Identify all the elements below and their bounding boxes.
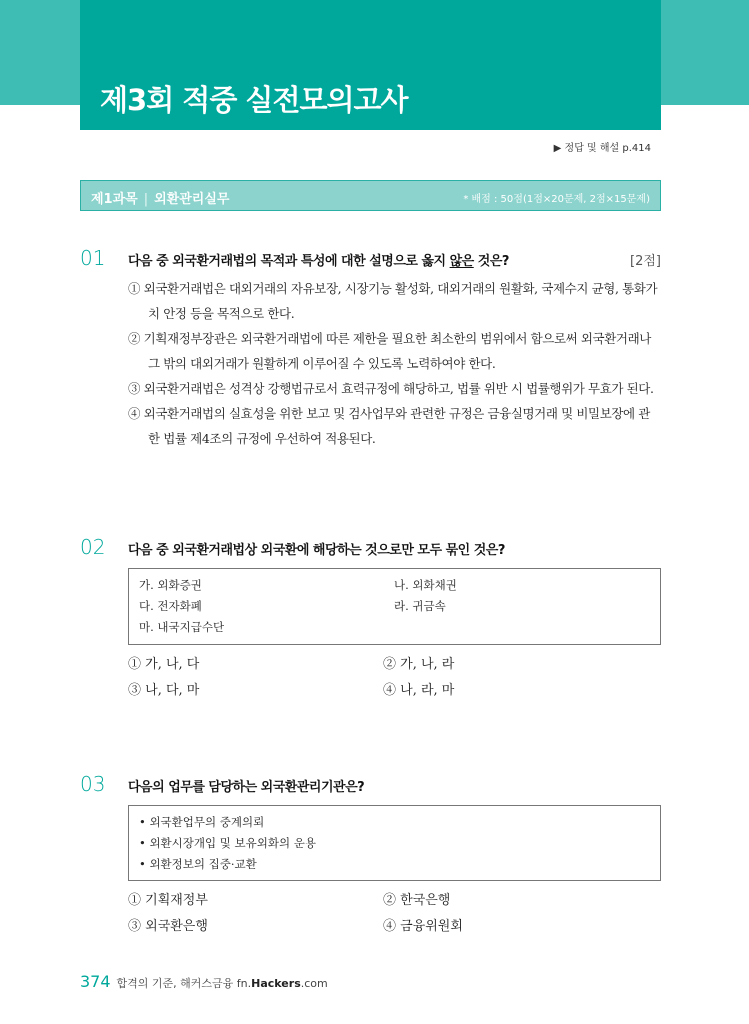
option-2[interactable]: ② 기획재정부장관은 외국환거래법에 따른 제한을 필요한 최소한의 범위에서 함으로써 외국환거래나 그 밖의 대외거래가 원활하게 이루어질 수 있도록 노력하여야 한다. <box>128 331 651 371</box>
box-item: 나. 외화채권 <box>394 578 457 592</box>
option-3[interactable]: ③ 나, 다, 마 <box>128 683 200 698</box>
question-3 <box>80 772 661 942</box>
option-3[interactable]: ③ 외국환은행 <box>128 919 208 934</box>
option-1[interactable]: ① 가, 나, 다 <box>128 657 200 672</box>
option-3[interactable]: ③ 외국환거래법은 성격상 강행법규로서 효력규정에 해당하고, 법률 위반 시 법률행위가 무효가 된다. <box>128 381 654 396</box>
footer-slogan: 합격의 기준, 해커스금융 <box>116 977 234 990</box>
footer <box>80 972 328 991</box>
option-1[interactable]: ① 외국환거래법은 대외거래의 자유보장, 시장기능 활성화, 대외거래의 원활화, 국제수지 균형, 통화가치 안정 등을 목적으로 한다. <box>128 281 658 321</box>
answer-options <box>128 652 661 704</box>
question-number: 03 <box>80 772 106 796</box>
answer-options <box>128 888 661 940</box>
subject-name: 외환관리실무 <box>154 192 230 207</box>
option-1[interactable]: ① 기획재정부 <box>128 893 208 908</box>
box-item: • 외환시장개입 및 보유외화의 운용 <box>139 836 316 850</box>
score-note: * 배점 : 50점(1점×20문제, 2점×15문제) <box>463 194 650 205</box>
question-text: 다음의 업무를 담당하는 외국환관리기관은? <box>128 780 365 795</box>
title-box <box>80 0 661 130</box>
box-item: • 외환정보의 집중·교환 <box>139 857 257 871</box>
option-4[interactable]: ④ 금융위원회 <box>383 919 463 934</box>
answer-reference: ▶ 정답 및 해설 p.414 <box>553 143 651 154</box>
question-1 <box>80 246 661 476</box>
question-2 <box>80 535 661 705</box>
question-number: 02 <box>80 535 106 559</box>
choice-box <box>128 568 661 645</box>
option-2[interactable]: ② 한국은행 <box>383 893 451 908</box>
option-2[interactable]: ② 가, 나, 라 <box>383 657 455 672</box>
question-text: 다음 중 외국환거래법상 외국환에 해당하는 것으로만 모두 묶인 것은? <box>128 543 505 558</box>
box-item: 가. 외화증권 <box>139 578 202 592</box>
footer-site: fn.Hackers.com <box>236 977 328 990</box>
option-4[interactable]: ④ 나, 라, 마 <box>383 683 455 698</box>
subject-number: 제1과목 <box>91 192 138 207</box>
page-title: 제3회 적중 실전모의고사 <box>100 83 408 117</box>
question-text: 다음 중 외국환거래법의 목적과 특성에 대한 설명으로 옳지 않은 것은? <box>128 254 509 269</box>
question-points: [2점] <box>630 254 661 269</box>
box-item: • 외국환업무의 중계의뢰 <box>139 815 265 829</box>
box-item: 다. 전자화폐 <box>139 599 202 613</box>
duty-box <box>128 805 661 881</box>
option-4[interactable]: ④ 외국환거래법의 실효성을 위한 보고 및 검사업무와 관련한 규정은 금융실명거래 및 비밀보장에 관한 법률 제4조의 규정에 우선하여 적용된다. <box>128 406 650 446</box>
page-number: 374 <box>80 972 111 991</box>
section-bar: 제1과목 | 외환관리실무 * 배점 : 50점(1점×20문제, 2점×15문제) <box>80 180 661 211</box>
question-number: 01 <box>80 246 106 270</box>
box-item: 라. 귀금속 <box>394 599 446 613</box>
box-item: 마. 내국지급수단 <box>139 620 225 634</box>
